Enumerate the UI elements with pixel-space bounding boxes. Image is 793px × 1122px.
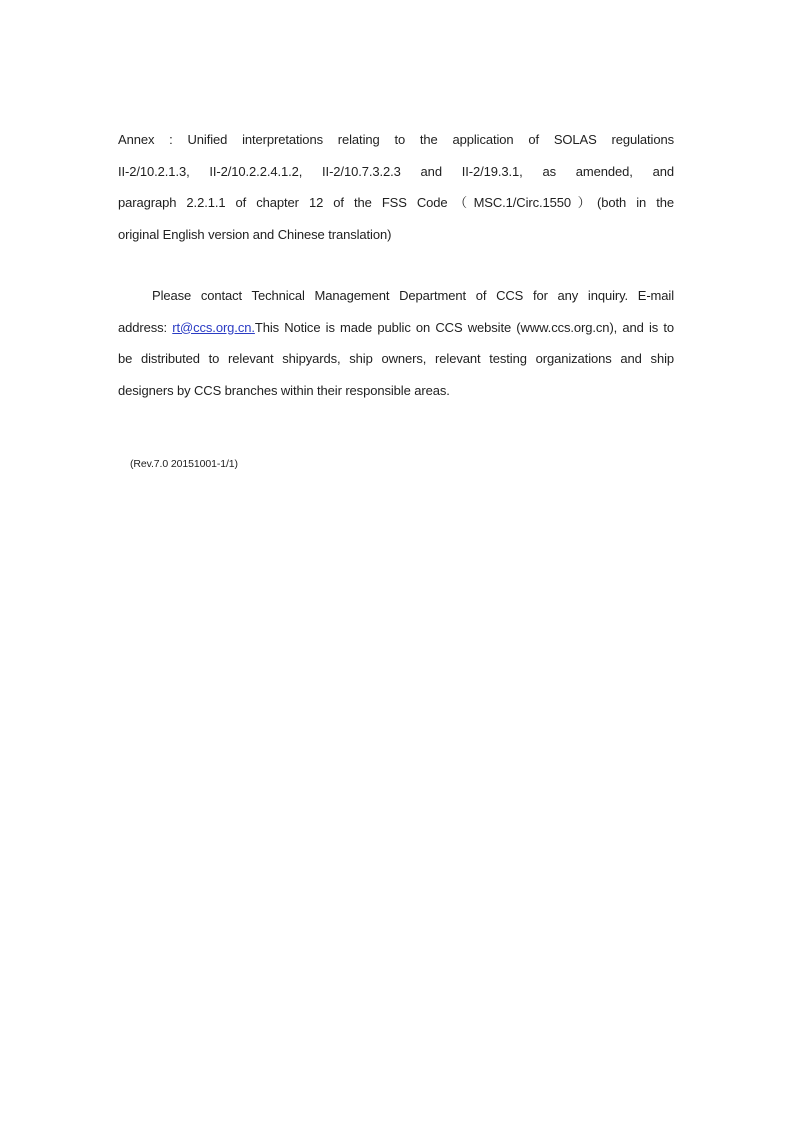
contact-line-1: Please contact Technical Management Department of CCS for any inquiry. E-mail bbox=[152, 287, 674, 303]
contact-paragraph bbox=[118, 280, 674, 407]
page-content bbox=[118, 124, 674, 471]
contact-line-2-before-link: address: bbox=[118, 319, 173, 335]
revision-note: (Rev.7.0 20151001-1/1) bbox=[130, 457, 238, 470]
annex-paragraph bbox=[118, 124, 674, 251]
contact-line-2-after-link: This Notice is made public on CCS website (www.ccs.org.cn), and is to bbox=[254, 319, 674, 335]
contact-line-2 bbox=[118, 312, 674, 344]
annex-line-3: paragraph 2.2.1.1 of chapter 12 of the FSS Code（MSC.1/Circ.1550）(both in the bbox=[118, 195, 674, 211]
annex-line-4: original English version and Chinese translation) bbox=[118, 227, 392, 243]
annex-line-2: II-2/10.2.1.3, II-2/10.2.2.4.1.2, II-2/10.7.3.2.3 and II-2/19.3.1, as amended, and bbox=[118, 163, 674, 179]
contact-line-3: be distributed to relevant shipyards, ship owners, relevant testing organizations and ship bbox=[118, 351, 674, 367]
annex-line-1: Annex : Unified interpretations relating to the application of SOLAS regulations bbox=[118, 132, 674, 147]
contact-line-4: designers by CCS branches within their responsible areas. bbox=[118, 382, 450, 398]
email-link[interactable]: rt@ccs.org.cn. bbox=[172, 319, 255, 335]
